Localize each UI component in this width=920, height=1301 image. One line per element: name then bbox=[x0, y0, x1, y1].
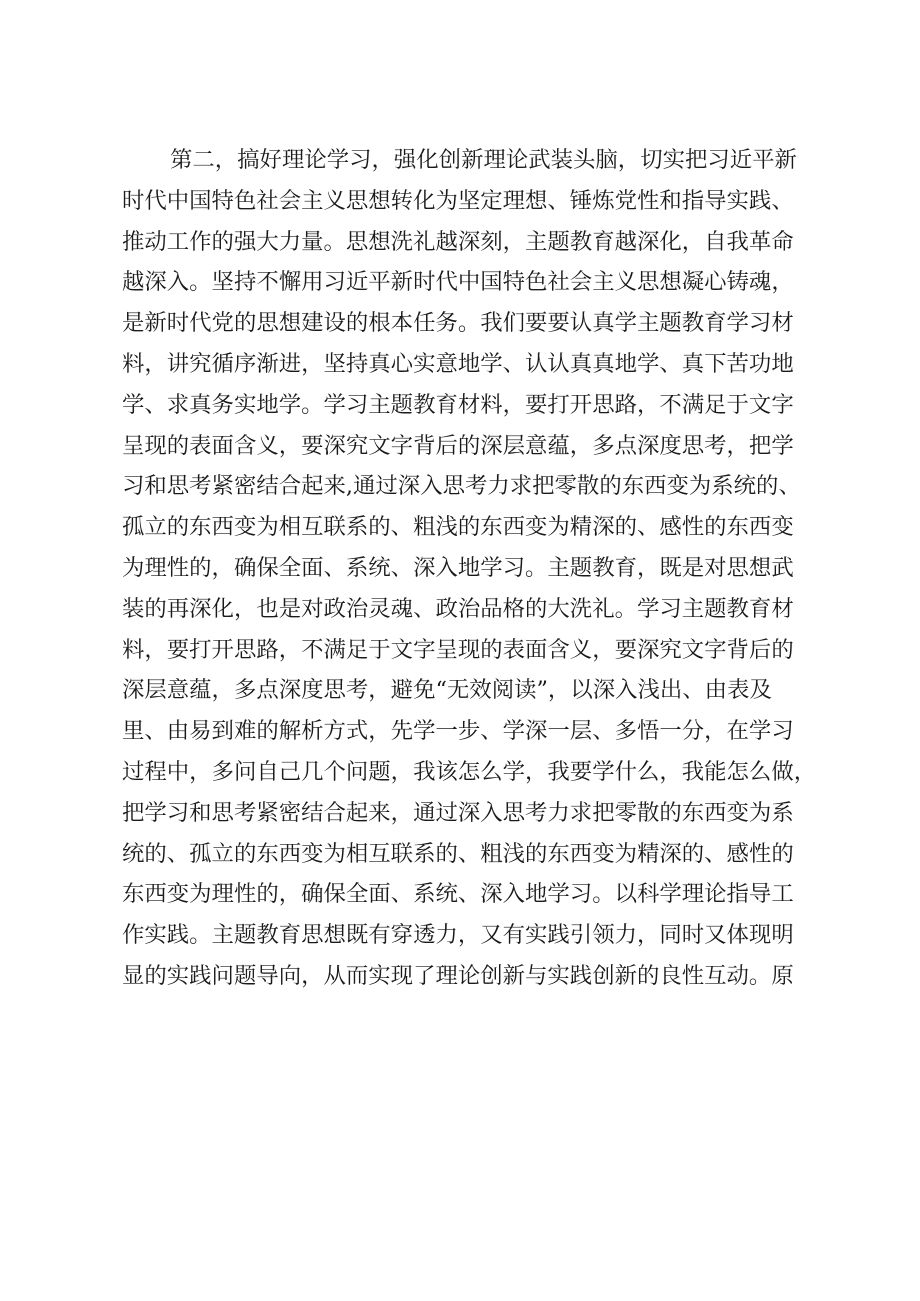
paragraph-line: 推动工作的强大力量。思想洗礼越深刻，主题教育越深化，自我革命 bbox=[122, 228, 794, 255]
paragraph-line: 显的实践问题导向，从而实现了理论创新与实践创新的良性互动。原 bbox=[122, 962, 794, 989]
paragraph-line: 越深入。坚持不懈用习近平新时代中国特色社会主义思想凝心铸魂， bbox=[122, 269, 794, 296]
paragraph-line: 第二，搞好理论学习，强化创新理论武装头脑，切实把习近平新 bbox=[170, 147, 797, 173]
paragraph-line: 学、求真务实地学。学习主题教育材料，要打开思路，不满足于文字 bbox=[122, 391, 794, 418]
paragraph-line: 把学习和思考紧密结合起来，通过深入思考力求把零散的东西变为系 bbox=[122, 799, 794, 826]
paragraph-line: 里、由易到难的解析方式，先学一步、学深一层、多悟一分，在学习 bbox=[122, 718, 794, 745]
paragraph-line: 料，讲究循序渐进，坚持真心实意地学、认认真真地学、真下苦功地 bbox=[122, 350, 794, 377]
paragraph-line: 装的再深化，也是对政治灵魂、政治品格的大洗礼。学习主题教育材 bbox=[122, 595, 794, 622]
paragraph-line: 统的、孤立的东西变为相互联系的、粗浅的东西变为精深的、感性的 bbox=[122, 840, 794, 867]
paragraph-line: 呈现的表面含义，要深究文字背后的深层意蕴，多点深度思考，把学 bbox=[122, 432, 794, 459]
paragraph-line: 习和思考紧密结合起来,通过深入思考力求把零散的东西变为系统的、 bbox=[122, 473, 801, 500]
paragraph-line: 孤立的东西变为相互联系的、粗浅的东西变为精深的、感性的东西变 bbox=[122, 514, 794, 541]
paragraph-line: 作实践。主题教育思想既有穿透力，又有实践引领力，同时又体现明 bbox=[122, 922, 794, 949]
paragraph-line: 是新时代党的思想建设的根本任务。我们要要认真学主题教育学习材 bbox=[122, 310, 794, 337]
paragraph-line: 为理性的，确保全面、系统、深入地学习。主题教育，既是对思想武 bbox=[122, 554, 794, 581]
document-paragraph bbox=[122, 140, 822, 997]
paragraph-line: 过程中，多问自己几个问题，我该怎么学，我要学什么，我能怎么做， bbox=[122, 758, 817, 785]
paragraph-line: 时代中国特色社会主义思想转化为坚定理想、锤炼党性和指导实践、 bbox=[122, 187, 794, 214]
paragraph-line: 东西变为理性的，确保全面、系统、深入地学习。以科学理论指导工 bbox=[122, 881, 794, 908]
paragraph-line: 深层意蕴，多点深度思考，避免“无效阅读”，以深入浅出、由表及 bbox=[122, 677, 772, 704]
paragraph-line: 料，要打开思路，不满足于文字呈现的表面含义，要深究文字背后的 bbox=[122, 636, 794, 663]
